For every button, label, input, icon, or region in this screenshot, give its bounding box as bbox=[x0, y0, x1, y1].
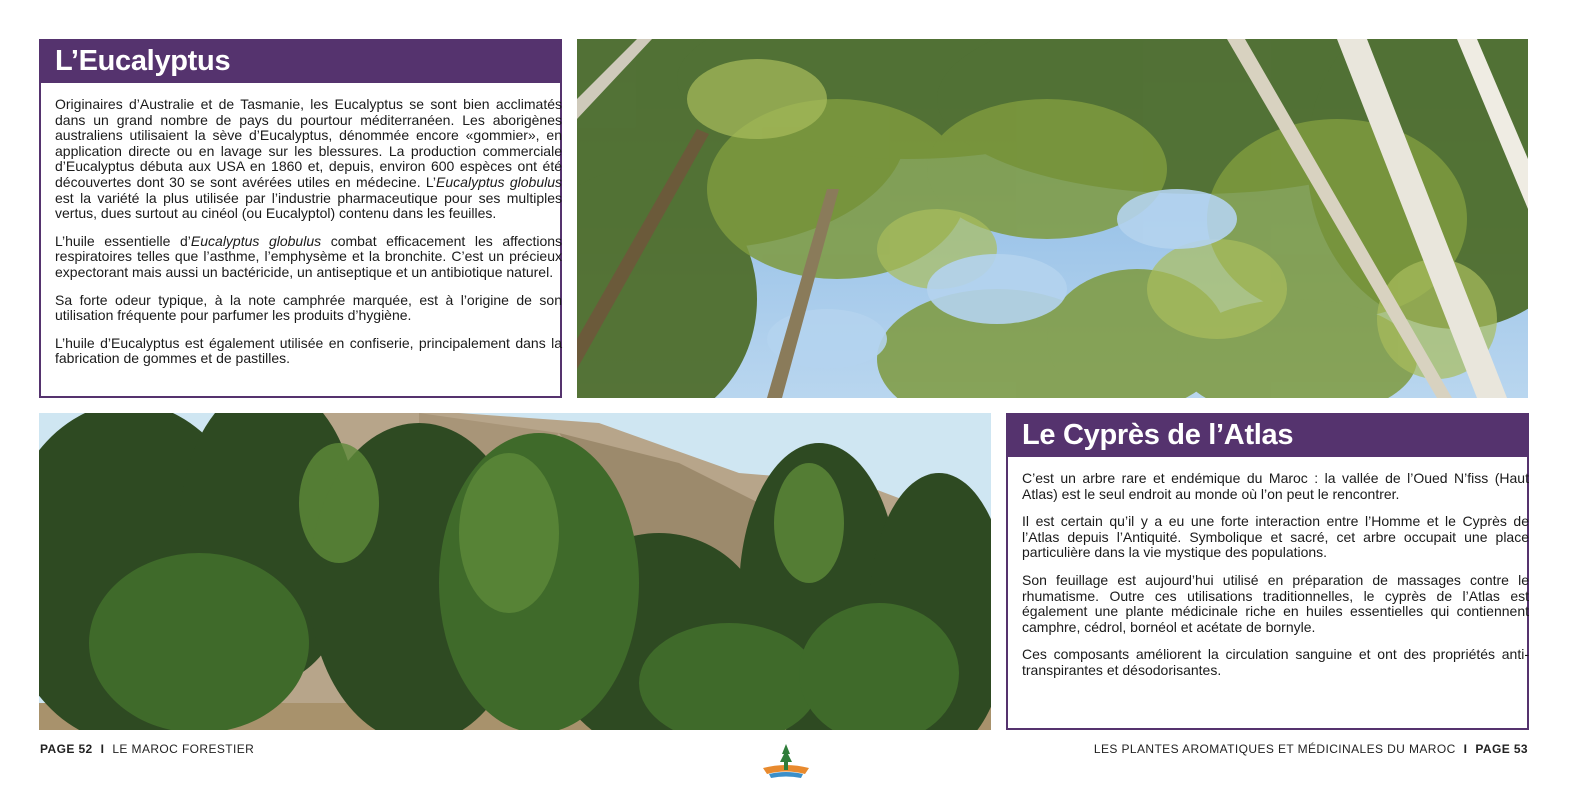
eucalyptus-panel bbox=[39, 39, 562, 398]
cypres-paragraph-4: Ces composants améliorent la circulation sanguine et ont des propriétés anti-transpirantes et désodorisantes. bbox=[1022, 646, 1529, 678]
forest-tree-logo-icon bbox=[761, 744, 811, 780]
footer-separator-right: I bbox=[1463, 742, 1468, 756]
eucalyptus-title: L’Eucalyptus bbox=[41, 39, 560, 83]
cypres-paragraph-3: Son feuillage est aujourd’hui utilisé en préparation de massages contre le rhumatisme. Outre ces utilisations traditionnelles, le cyprès de l’Atlas est également une plante médicinale riche en huiles essentielles qui contiennent camphre, cédrol, bornéol et acétate de bornyle. bbox=[1022, 571, 1529, 635]
cypres-title: Le Cyprès de l’Atlas bbox=[1008, 413, 1527, 457]
eucalyptus-paragraph-4: L’huile d’Eucalyptus est également utilisée en confiserie, principalement dans la fabrication de gommes et de pastilles. bbox=[55, 334, 562, 367]
eucalyptus-paragraph-1: Originaires d’Australie et de Tasmanie, les Eucalyptus se sont bien acclimatés dans un grand nombre de pays du pourtour méditerranéen. Les aborigènes australiens utilisaient la sève d’Eucalyptus, dénommée encore «gommier», en application directe ou en lavage sur les blessures. La production commerciale d’Eucalyptus débuta aux USA en 1860 et, depuis, environ 600 espèces ont été découvertes dont 30 se sont avérées utiles en médecine. L’Eucalyptus globulus est la variété la plus utilisée par l’industrie pharmaceutique pour ses multiples vertus, dues surtout au cinéol (ou Eucalyptol) contenu dans les feuilles. bbox=[55, 96, 563, 222]
eucalyptus-paragraph-2: L’huile essentielle d’Eucalyptus globulus combat efficacement les affections respiratoires telles que l’asthme, l’emphysème et la bronchite. C’est un précieux expectorant mais aussi un bactéricide, un antiseptique et un antibiotique naturel. bbox=[55, 232, 563, 280]
footer-right bbox=[1094, 742, 1528, 756]
footer-chapter-title: LES PLANTES AROMATIQUES ET MÉDICINALES DU MAROC bbox=[1093, 742, 1456, 756]
cypres-paragraph-2: Il est certain qu’il y a eu une forte interaction entre l’Homme et le Cyprès de l’Atlas depuis l’Antiquité. Symbolique et sacré, cet arbre occupait une place particulière dans la vie mystique des populations. bbox=[1022, 513, 1529, 561]
footer-separator-left: I bbox=[100, 742, 105, 756]
eucalyptus-paragraph-3: Sa forte odeur typique, à la note camphrée marquée, est à l’origine de son utilisation fréquente pour parfumer les produits d’hygiène. bbox=[55, 291, 562, 324]
footer-book-title: LE MAROC FORESTIER bbox=[112, 742, 255, 756]
page-number-left: PAGE 52 bbox=[40, 742, 93, 756]
footer-left bbox=[40, 742, 254, 756]
page-number-right: PAGE 53 bbox=[1475, 742, 1528, 756]
cypres-atlas-photo bbox=[39, 413, 991, 730]
eucalyptus-canopy-photo bbox=[577, 39, 1528, 398]
cypres-panel bbox=[1006, 413, 1529, 730]
cypres-paragraph-1: C’est un arbre rare et endémique du Maroc : la vallée de l’Oued N’fiss (Haut Atlas) est le seul endroit au monde où l’on peut le rencontrer. bbox=[1022, 470, 1529, 502]
